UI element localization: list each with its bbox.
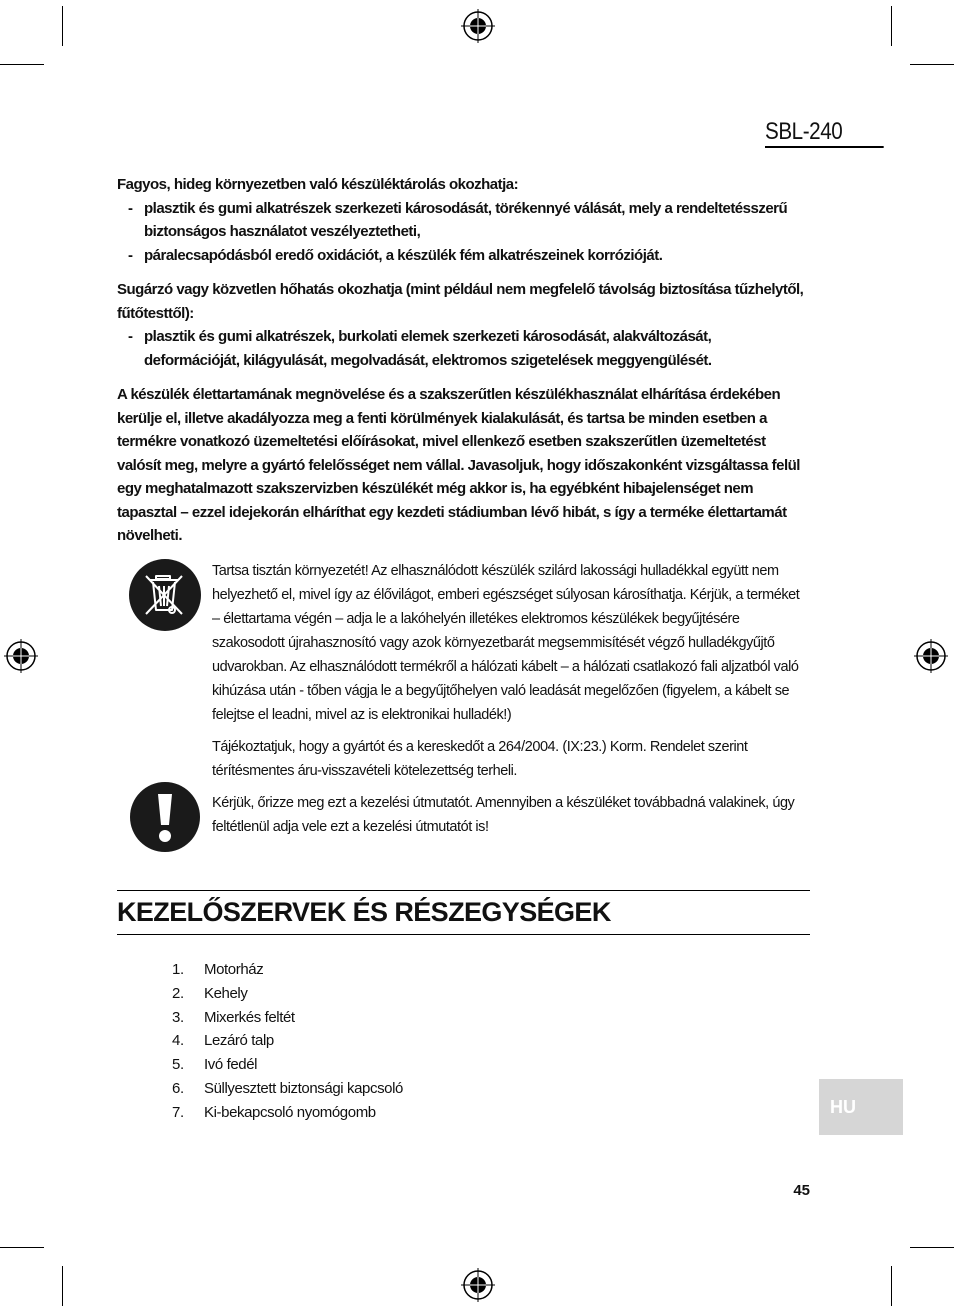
list-item: - plasztik és gumi alkatrészek, burkolati elemek szerkezeti károsodását, alakváltozását, deformációját, kilágyulását, megolvadását, elektromos szigetelések meggyengülését. xyxy=(128,328,712,369)
heat-section xyxy=(117,278,810,372)
takeback-text: Tájékoztatjuk, hogy a gyártót és a kereskedőt a 264/2004. (IX:23.) Korm. Rendelet szerint térítésmentes áru-visszavételi kötelezettség terheli. xyxy=(212,738,748,779)
list-item: 6. Süllyesztett biztonsági kapcsoló xyxy=(172,1079,403,1097)
list-item: 1. Motorház xyxy=(172,961,264,978)
page-number: 45 xyxy=(793,1182,810,1199)
registration-mark-icon xyxy=(461,9,495,43)
recycle-notice xyxy=(117,559,810,783)
crop-mark xyxy=(910,64,954,65)
list-item: 2. Kehely xyxy=(172,984,248,1002)
crop-mark xyxy=(891,1266,892,1306)
crop-mark xyxy=(0,64,44,65)
list-item: 7. Ki-bekapcsoló nyomógomb xyxy=(172,1103,376,1121)
parts-list xyxy=(172,958,572,1125)
main-content xyxy=(117,173,810,858)
language-tab: HU xyxy=(819,1079,903,1135)
registration-mark-icon xyxy=(461,1268,495,1302)
list-item: - páralecsapódásból eredő oxidációt, a készülék fém alkatrészeinek korrózióját. xyxy=(128,246,663,264)
section-intro: Sugárzó vagy közvetlen hőhatás okozhatja (mint például nem megfelelő távolság biztosítása tűzhelytől, fűtőtesttől): xyxy=(117,281,804,322)
list-item: 4. Lezáró talp xyxy=(172,1032,274,1050)
weee-bin-icon xyxy=(128,558,202,632)
recycle-text: Tartsa tisztán környezetét! Az elhasználódott készülék szilárd lakossági hulladékkal együtt nem helyezhető el, mivel így az élővilágot, emberi egészséget súlyosan károsíthatja. Kérjük, a terméket – élettartama végén – adja le a lakóhelyén illetékes elektromos készülékek begyűjtésére szakosodott újrahasznosító vagy azok környezetbarát megsemmisítését végző hulladékgyűjtő udvarokban. Az elhasználódott termékről a hálózati kábelt – a hálózati csatlakozó fali aljzatból való kihúzása után - tőben vágja le a begyűjtőhelyen való leadását megelőzően (figyelem, a kábelt se felejtse el leadni, mivel az is elektronikai hulladék!) xyxy=(212,562,800,723)
keep-manual-text: Kérjük, őrizze meg ezt a kezelési útmutatót. Amennyiben a készüléket továbbadná valakinek, úgy feltétlenül adja vele ezt a kezelési útmutatót is! xyxy=(212,794,795,835)
list-item: 5. Ivó fedél xyxy=(172,1056,258,1074)
model-number: SBL-240 xyxy=(765,118,884,148)
exclamation-icon xyxy=(129,781,201,853)
crop-mark xyxy=(0,1247,44,1248)
registration-mark-icon xyxy=(914,639,948,673)
storage-section xyxy=(117,173,810,267)
list-item: - plasztik és gumi alkatrészek szerkezeti károsodását, törékennyé válását, mely a rendeltetésszerű biztonságos használatot veszélyeztetheti, xyxy=(128,199,788,240)
lifetime-paragraph: A készülék élettartamának megnövelése és a szakszerűtlen készülékhasználat elhárítása érdekében kerülje el, illetve akadályozza meg a fenti körülmények kialakulását, és tartsa be minden esetben a termékre vonatkozó üzemeltetési előírásokat, mivel ellenkező esetben szakszerűtlen üzemeltetést valósít meg, melyre a gyártó felelősséget nem vállal. Javasoljuk, hogy időszakonként vizsgáltassa felül egy meghatalmazott szakszervizben készülékét még akkor is, ha egyébként hibajelenséget nem tapasztal – ezzel idejekorán elháríthat egy kezdeti stádiumban lévő hibát, s így a terméke élettartamát növelheti. xyxy=(117,386,800,544)
crop-mark xyxy=(891,6,892,46)
section-intro: Fagyos, hideg környezetben való készüléktárolás okozhatja: xyxy=(117,176,519,193)
page-title: KEZELŐSZERVEK ÉS RÉSZEGYSÉGEK xyxy=(117,897,611,927)
crop-mark xyxy=(910,1247,954,1248)
list-item: 3. Mixerkés feltét xyxy=(172,1008,295,1026)
crop-mark xyxy=(62,1266,63,1306)
keep-manual-notice xyxy=(117,791,810,858)
registration-mark-icon xyxy=(4,639,38,673)
section-heading-box xyxy=(117,890,810,935)
crop-mark xyxy=(62,6,63,46)
